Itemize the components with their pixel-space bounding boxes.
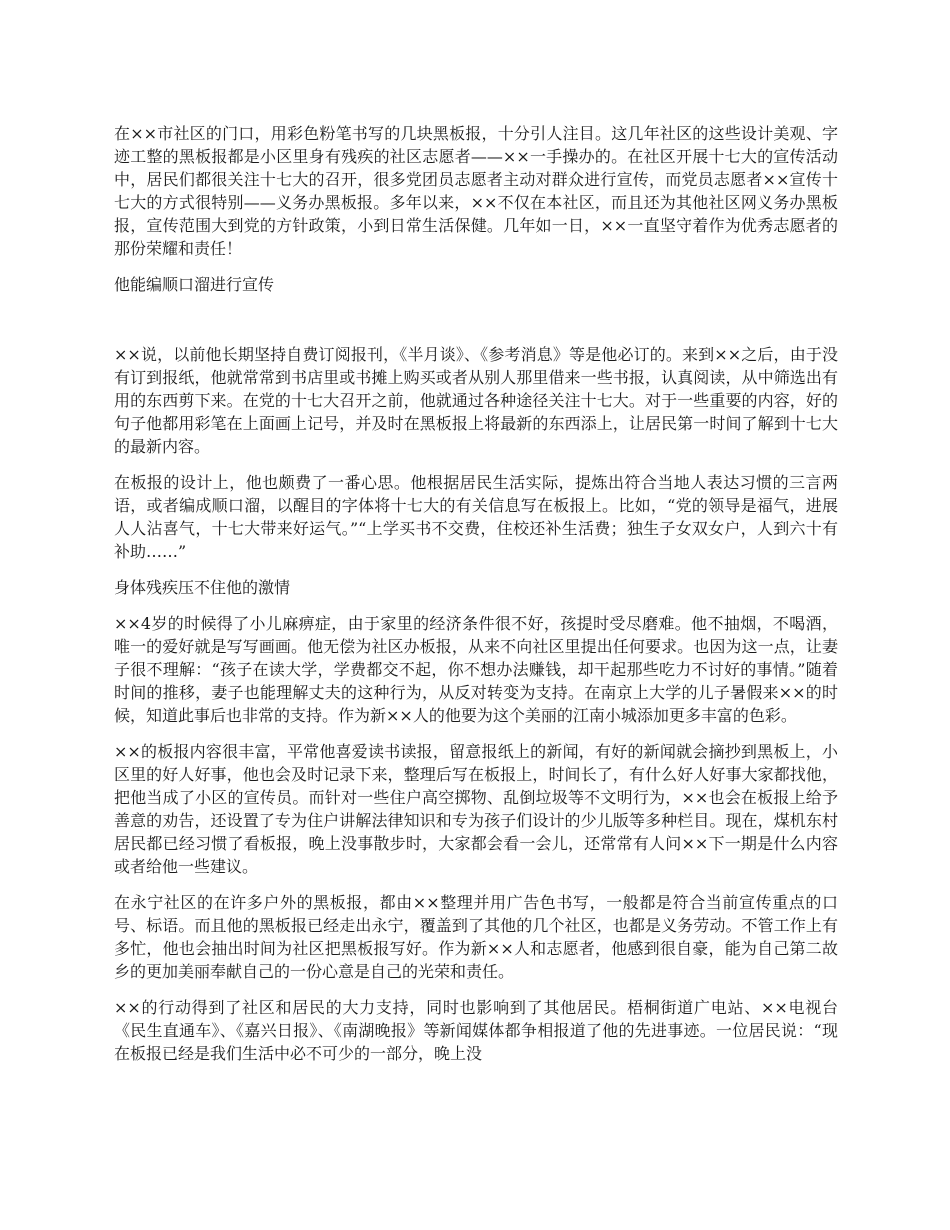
paragraph-intro: 在××市社区的门口，用彩色粉笔书写的几块黑板报，十分引人注目。这几年社区的这些设计美观、字迹工整的黑板报都是小区里身有残疾的社区志愿者——××一手操办的。在社区开展十七大的宣传活动中，居民们都很关注十七大的召开，很多党团员志愿者主动对群众进行宣传，而党员志愿者××宣传十七大的方式很特别——义务办黑板报。多年以来，××不仅在本社区，而且还为其他社区网义务办黑板报，宣传范围大到党的方针政策，小到日常生活保健。几年如一日，××一直坚守着作为优秀志愿者的那份荣耀和责任！ [114, 124, 838, 258]
paragraph-reading: ××说，以前他长期坚持自费订阅报刊，《半月谈》、《参考消息》等是他必订的。来到××之后，由于没有订到报纸，他就常常到书店里或书摊上购买或者从别人那里借来一些书报，认真阅读，从中筛选出有用的东西剪下来。在党的十七大召开之前，他就通过各种途径关注十七大。对于一些重要的内容，好的句子他都用彩笔在上面画上记号，并及时在黑板报上将最新的东西添上，让居民第一时间了解到十七大的最新内容。 [114, 345, 838, 456]
paragraph-media: ××的行动得到了社区和居民的大力支持，同时也影响到了其他居民。梧桐街道广电站、××电视台《民生直通车》、《嘉兴日报》、《南湖晚报》等新闻媒体都争相报道了他的先进事迹。一位居民说：“现在板报已经是我们生活中必不可少的一部分，晚上没 [114, 998, 838, 1063]
document-body [114, 122, 838, 1078]
section-heading-slogans: 他能编顺口溜进行宣传 [114, 275, 275, 294]
paragraph-content: ××的板报内容很丰富，平常他喜爱读书读报，留意报纸上的新闻，有好的新闻就会摘抄到黑板上，小区里的好人好事，他也会及时记录下来，整理后写在板报上，时间长了，有什么好人好事大家都找他，把他当成了小区的宣传员。而针对一些住户高空掷物、乱倒垃圾等不文明行为，××也会在板报上给予善意的劝告，还设置了专为住户讲解法律知识和专为孩子们设计的少儿版等多种栏目。现在，煤机东村居民都已经习惯了看板报，晚上没事散步时，大家都会看一会儿，还常常有人问××下一期是什么内容或者给他一些建议。 [114, 742, 838, 876]
paragraph-yongning: 在永宁社区的在许多户外的黑板报，都由××整理并用广告色书写，一般都是符合当前宣传重点的口号、标语。而且他的黑板报已经走出永宁，覆盖到了其他的几个社区，也都是义务劳动。不管工作上有多忙，他也会抽出时间为社区把黑板报写好。作为新××人和志愿者，他感到很自豪，能为自己第二故乡的更加美丽奉献自己的一份心意是自己的光荣和责任。 [114, 893, 838, 981]
section-heading-disability: 身体残疾压不住他的激情 [114, 578, 291, 597]
section-spacer [114, 309, 838, 343]
paragraph-design: 在板报的设计上，他也颇费了一番心思。他根据居民生活实际，提炼出符合当地人表达习惯的三言两语，或者编成顺口溜，以醒目的字体将十七大的有关信息写在板报上。比如，“党的领导是福气，进展人人沾喜气，十七大带来好运气。”“上学买书不交费，住校还补生活费；独生子女双女户，人到六十有补助……” [114, 473, 838, 561]
paragraph-illness: ××4岁的时候得了小儿麻痹症，由于家里的经济条件很不好，孩提时受尽磨难。他不抽烟，不喝酒，唯一的爱好就是写写画画。他无偿为社区办板报，从来不向社区里提出任何要求。也因为这一点，让妻子很不理解：“孩子在读大学，学费都交不起，你不想办法赚钱，却干起那些吃力不讨好的事情。”随着时间的推移，妻子也能理解丈夫的这种行为，从反对转变为支持。在南京上大学的儿子暑假来××的时候，知道此事后也非常的支持。作为新××人的他要为这个美丽的江南小城添加更多丰富的色彩。 [114, 614, 838, 725]
